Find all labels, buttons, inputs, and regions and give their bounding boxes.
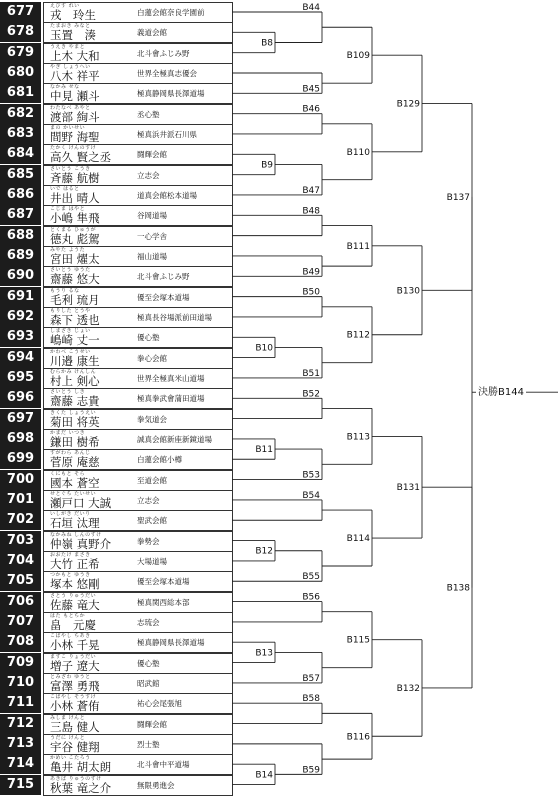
entry-number: 699 xyxy=(0,449,41,469)
entry-number: 704 xyxy=(0,551,41,571)
competitor-name: 斉藤 航樹 xyxy=(50,170,100,185)
entry-number: 693 xyxy=(0,327,41,347)
competitor-name: 國本 蒼空 xyxy=(50,475,100,490)
dojo-name: 極真静岡県長澤道場 xyxy=(137,638,205,648)
match-label-b48: B48 xyxy=(302,206,320,217)
competitor-name: 塚本 悠剛 xyxy=(50,577,100,592)
entry-number: 703 xyxy=(0,531,41,551)
dojo-name: 一心学舎 xyxy=(137,231,167,241)
match-label-b9: B9 xyxy=(261,160,273,171)
name-reading: みやた ようた xyxy=(50,246,86,253)
competitor-name: 間野 海聖 xyxy=(50,129,100,144)
match-label-b115: B115 xyxy=(346,635,370,646)
competitor-name: 齋藤 志貴 xyxy=(50,394,100,409)
entry-number: 688 xyxy=(0,226,41,246)
entry-number: 678 xyxy=(0,22,41,42)
name-reading: あきば りゅうのすけ xyxy=(50,775,102,782)
entry-number: 677 xyxy=(0,2,41,22)
name-reading: うえき やまと xyxy=(50,43,86,50)
match-label-b56: B56 xyxy=(302,592,320,603)
competitor-name: 村上 剣心 xyxy=(50,373,100,388)
dojo-name: 極真拳武會蒲田道場 xyxy=(137,394,205,404)
match-label-b12: B12 xyxy=(255,546,273,557)
entry-number: 684 xyxy=(0,144,41,164)
dojo-name: 祐心会尾張旭 xyxy=(137,699,182,709)
competitor-name: 渡部 絢斗 xyxy=(50,109,100,124)
match-label-b49: B49 xyxy=(302,267,320,278)
competitor-name: 小林 蒼侑 xyxy=(50,699,100,714)
match-label-b46: B46 xyxy=(302,104,320,115)
entry-number: 682 xyxy=(0,104,41,124)
name-reading: つかもと ゆうき xyxy=(50,572,91,579)
match-label-b131: B131 xyxy=(396,483,420,494)
match-label-b109: B109 xyxy=(346,51,370,62)
entry-number: 711 xyxy=(0,693,41,713)
dojo-name: 谷岡道場 xyxy=(137,211,167,221)
competitor-name: 小林 千晃 xyxy=(50,638,100,653)
competitor-name: 石垣 汰理 xyxy=(50,516,100,531)
competitor-name: 瀬戸口 大誠 xyxy=(50,495,112,510)
entry-number: 698 xyxy=(0,429,41,449)
match-label-b45: B45 xyxy=(302,84,320,95)
competitor-name: 秋葉 竜之介 xyxy=(50,780,112,795)
entry-number: 679 xyxy=(0,43,41,63)
competitor-name: 川邉 康生 xyxy=(50,353,100,368)
entry-number: 702 xyxy=(0,510,41,530)
name-reading: さいとう しき xyxy=(50,389,86,396)
match-label-b110: B110 xyxy=(346,147,370,158)
dojo-name: 世界全極真志優会 xyxy=(137,68,197,78)
competitor-name: 德丸 彪駕 xyxy=(50,231,100,246)
dojo-name: 優至会塚本道場 xyxy=(137,577,190,587)
match-label-b51: B51 xyxy=(302,368,320,379)
match-label-b14: B14 xyxy=(255,770,273,781)
entry-number: 694 xyxy=(0,348,41,368)
entry-number: 713 xyxy=(0,734,41,754)
entry-number: 710 xyxy=(0,673,41,693)
entry-number: 692 xyxy=(0,307,41,327)
name-reading: もりした とうや xyxy=(50,307,91,314)
dojo-name: 昭武館 xyxy=(137,678,160,688)
dojo-name: 優至会塚本道場 xyxy=(137,292,190,302)
competitor-name: 富澤 勇飛 xyxy=(50,678,100,693)
entry-number: 689 xyxy=(0,246,41,266)
match-label-b44: B44 xyxy=(302,3,320,13)
name-reading: とくまる ひゅうが xyxy=(50,226,97,233)
dojo-name: 福山道場 xyxy=(137,251,167,261)
dojo-name: 極真静岡県長澤道場 xyxy=(137,89,205,99)
entry-number: 697 xyxy=(0,409,41,429)
entry-number: 715 xyxy=(0,775,41,795)
dojo-name: 極真長谷場派前田道場 xyxy=(137,312,212,322)
name-reading: さとう りゅうだい xyxy=(50,592,97,599)
dojo-name: 極真浜井派石川県 xyxy=(137,129,197,139)
dojo-name: 丞心塾 xyxy=(137,109,160,119)
entry-number: 712 xyxy=(0,714,41,734)
dojo-name: 拳勢会 xyxy=(137,536,160,546)
name-reading: かまだ いつき xyxy=(50,429,86,436)
match-label-b111: B111 xyxy=(346,241,370,252)
dojo-name: 大場道場 xyxy=(137,556,167,566)
entry-number: 691 xyxy=(0,287,41,307)
match-label-b10: B10 xyxy=(255,343,273,354)
dojo-name: 立志会 xyxy=(137,170,160,180)
dojo-name: 北斗會ふじみ野 xyxy=(137,272,190,282)
match-label-b55: B55 xyxy=(302,572,320,583)
dojo-name: 闘輝会館 xyxy=(137,719,167,729)
entry-number: 707 xyxy=(0,612,41,632)
competitor-name: 宮田 燿太 xyxy=(50,251,100,266)
match-label-b59: B59 xyxy=(302,765,320,776)
name-reading: くにもと そら xyxy=(50,470,86,477)
dojo-name: 聖武会館 xyxy=(137,516,167,526)
entry-number: 706 xyxy=(0,592,41,612)
dojo-name: 北斗會ふじみ野 xyxy=(137,48,190,58)
name-reading: なかみね しんのすけ xyxy=(50,531,102,538)
name-reading: わたなべ あやと xyxy=(50,104,91,111)
competitor-name: 森下 透也 xyxy=(50,312,100,327)
competitor-name: 戎 玲生 xyxy=(50,8,96,22)
match-label-b132: B132 xyxy=(396,683,420,694)
name-reading: かわべ こうせい xyxy=(50,348,91,355)
competitor-name: 小嶋 隼飛 xyxy=(50,211,100,226)
entry-number: 683 xyxy=(0,124,41,144)
name-reading: さいとう ゆうた xyxy=(50,267,91,274)
dojo-name: 無限勇進会 xyxy=(137,780,175,790)
competitor-name: 仲嶺 真野介 xyxy=(50,536,112,551)
entry-number: 714 xyxy=(0,754,41,774)
name-reading: まの かいせい xyxy=(50,124,86,131)
name-reading: うだに けんと xyxy=(50,734,86,741)
dojo-name: 白蓮会館奈良学園前 xyxy=(137,8,205,17)
competitor-name: 三島 健人 xyxy=(50,719,100,734)
match-label-b57: B57 xyxy=(302,673,320,684)
entry-number: 680 xyxy=(0,63,41,83)
entry-number: 709 xyxy=(0,653,41,673)
dojo-name: 北斗會中平道場 xyxy=(137,760,190,770)
competitor-name: 井出 晴人 xyxy=(50,190,100,205)
entry-number: 687 xyxy=(0,205,41,225)
entry-number: 705 xyxy=(0,571,41,591)
dojo-name: 志琉会 xyxy=(137,617,160,627)
name-reading: かめい こたろう xyxy=(50,755,91,762)
competitor-name: 畠 元慶 xyxy=(50,617,96,632)
match-label-b53: B53 xyxy=(302,470,320,481)
competitor-name: 増子 遼大 xyxy=(50,658,100,673)
competitor-name: 毛利 琉月 xyxy=(50,292,100,307)
name-reading: こじま はやと xyxy=(50,206,86,213)
name-reading: えびす れい xyxy=(50,3,80,9)
name-reading: すがわら あんじ xyxy=(50,450,91,457)
competitor-name: 亀井 胡太朗 xyxy=(50,760,112,775)
match-label-b129: B129 xyxy=(396,99,420,110)
name-reading: きくた しょうえい xyxy=(50,409,97,416)
name-reading: むらかみ けんしん xyxy=(50,368,97,375)
dojo-name: 道真会館松本道場 xyxy=(137,190,197,200)
competitor-name: 上木 大和 xyxy=(50,48,100,63)
competitor-name: 大竹 正希 xyxy=(50,556,100,571)
name-reading: さいとう こうき xyxy=(50,165,91,172)
entry-number: 696 xyxy=(0,388,41,408)
entry-number: 708 xyxy=(0,632,41,652)
name-reading: とみざわ ゆうと xyxy=(50,673,91,680)
match-label-b137: B137 xyxy=(446,192,470,203)
match-label-b130: B130 xyxy=(396,286,420,297)
dojo-name: 烈士塾 xyxy=(137,739,160,749)
match-label-b47: B47 xyxy=(302,185,320,196)
dojo-name: 義道会館 xyxy=(137,28,167,38)
match-label-b58: B58 xyxy=(302,694,320,705)
dojo-name: 白蓮会館小樽 xyxy=(137,455,182,465)
competitor-name: 嶋崎 丈一 xyxy=(50,333,100,348)
name-reading: みしま けんと xyxy=(50,714,86,721)
match-label-b116: B116 xyxy=(346,732,370,743)
name-reading: たかく けんのすけ xyxy=(50,145,97,152)
match-label-b138: B138 xyxy=(446,583,470,594)
match-label-b54: B54 xyxy=(302,490,320,501)
match-label-b144: 決勝B144 xyxy=(478,387,524,399)
competitor-name: 玉置 湊 xyxy=(50,28,96,43)
competitor-name: 八木 祥平 xyxy=(50,68,100,83)
competitor-name: 佐藤 竜大 xyxy=(50,597,100,612)
match-label-b52: B52 xyxy=(302,389,320,400)
name-reading: はた もとちか xyxy=(50,612,86,619)
match-label-b113: B113 xyxy=(346,432,370,443)
competitor-name: 菅原 庵慈 xyxy=(50,455,100,470)
competitor-name: 鎌田 樹希 xyxy=(50,434,100,449)
competitor-name: 宇谷 健翔 xyxy=(50,739,100,754)
dojo-name: 拳心会館 xyxy=(137,353,167,363)
dojo-name: 闘輝会館 xyxy=(137,150,167,160)
dojo-name: 優心塾 xyxy=(137,658,160,668)
dojo-name: 至道会館 xyxy=(137,475,167,485)
dojo-name: 誠真会館新座新鏡道場 xyxy=(137,434,212,444)
entry-number: 686 xyxy=(0,185,41,205)
dojo-name: 立志会 xyxy=(137,495,160,505)
name-reading: こばやし そうすけ xyxy=(50,694,97,701)
name-reading: いしがき だいり xyxy=(50,511,91,518)
entry-number: 681 xyxy=(0,83,41,103)
entry-number: 685 xyxy=(0,165,41,185)
match-label-b8: B8 xyxy=(261,38,273,49)
entry-number: 701 xyxy=(0,490,41,510)
competitor-name: 中見 瀬斗 xyxy=(50,89,100,104)
dojo-name: 拳気道会 xyxy=(137,414,167,424)
name-reading: おおたけ まさき xyxy=(50,551,91,558)
competitor-name: 齋藤 悠大 xyxy=(50,272,100,287)
entry-number: 690 xyxy=(0,266,41,286)
dojo-name: 世界全極真米山道場 xyxy=(137,373,205,383)
match-label-b112: B112 xyxy=(346,330,370,341)
name-reading: しまざき じょい xyxy=(50,328,91,335)
match-label-b11: B11 xyxy=(255,445,273,456)
dojo-name: 優心塾 xyxy=(137,333,160,343)
name-reading: もうり るな xyxy=(50,287,80,294)
dojo-name: 極真関西総本部 xyxy=(137,597,190,607)
competitor-name: 高久 賢之丞 xyxy=(50,150,112,165)
name-reading: ますこ りょうだい xyxy=(50,653,97,660)
name-reading: なかみ せな xyxy=(50,84,80,91)
name-reading: いで はると xyxy=(50,185,80,192)
name-reading: たまおき みなと xyxy=(50,23,91,30)
match-label-b114: B114 xyxy=(346,534,370,545)
entry-number: 700 xyxy=(0,470,41,490)
entry-number: 695 xyxy=(0,368,41,388)
match-label-b13: B13 xyxy=(255,648,273,659)
name-reading: せとぐち たいせい xyxy=(50,490,97,497)
name-reading: こばやし ちあき xyxy=(50,633,91,640)
name-reading: やぎ しょうへい xyxy=(50,63,91,70)
competitor-name: 菊田 将英 xyxy=(50,414,100,429)
match-label-b50: B50 xyxy=(302,287,320,298)
